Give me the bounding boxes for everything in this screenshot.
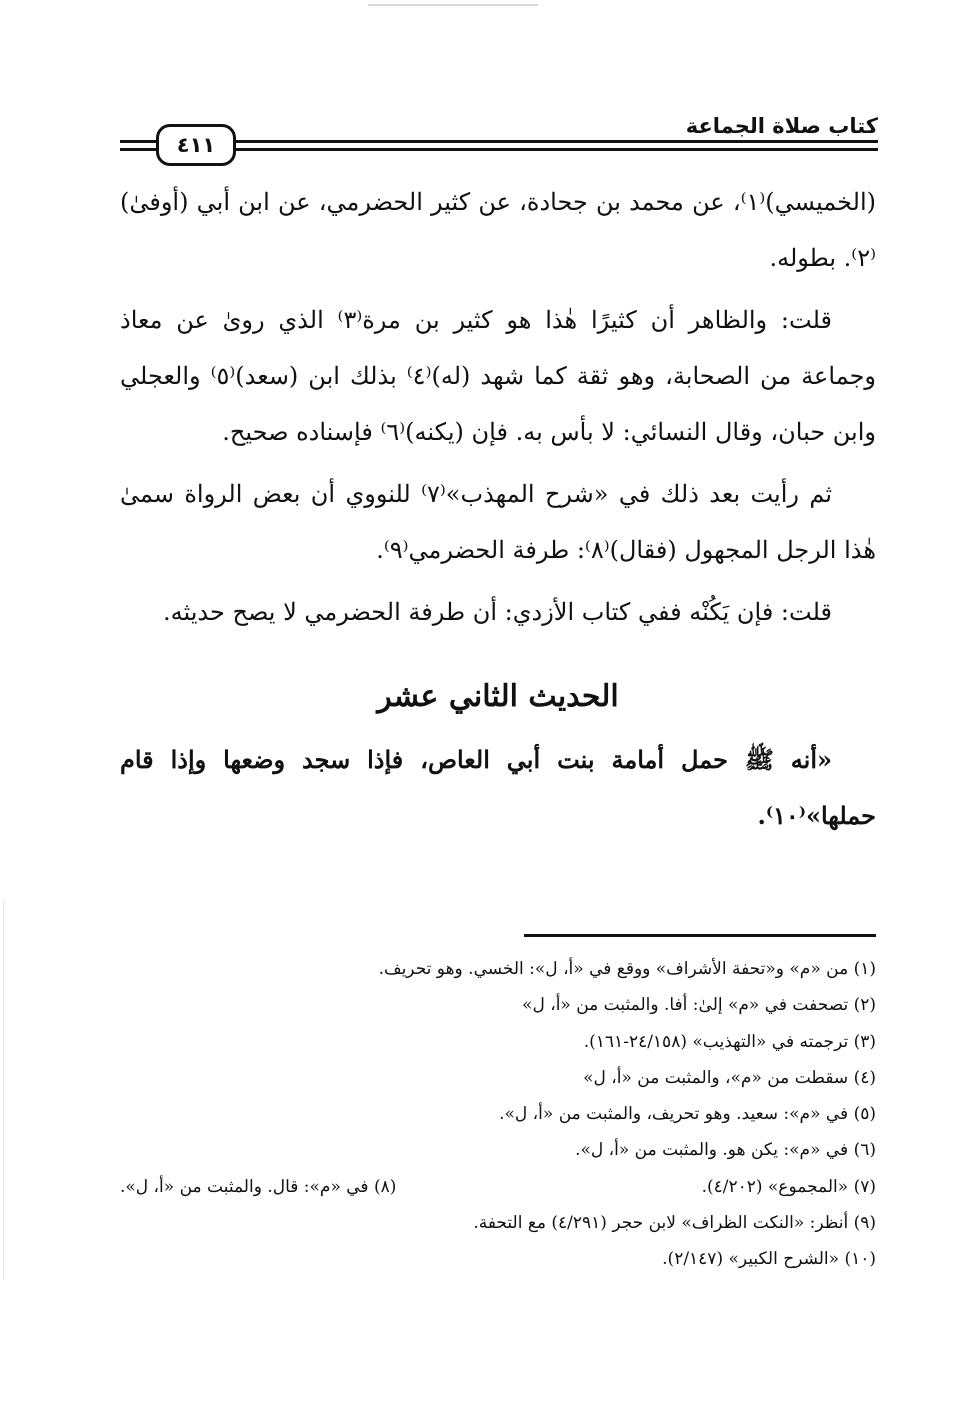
paragraph-4: قلت: فإن يَكُنْه ففي كتاب الأزدي: أن طرفة الحضرمي لا يصح حديثه. xyxy=(162,598,832,626)
page-number: ٤١١ xyxy=(156,124,236,166)
footnote-1: (١) من «م» و«تحفة الأشراف» ووقع في «أ، ل»: الخسي. وهو تحريف. xyxy=(378,959,876,979)
scan-top-mark xyxy=(368,4,538,6)
running-title: كتاب صلاة الجماعة xyxy=(685,114,878,138)
footnote-3: (٣) ترجمته في «التهذيب» (٢٤/١٥٨-١٦١). xyxy=(583,1031,876,1052)
paragraph-2: قلت: والظاهر أن كثيرًا هٰذا هو كثير بن مرة⁽٣⁾ الذي روىٰ عن معاذ وجماعة من الصحابة، وهو ثقة كما شهد (له)⁽٤⁾ بذلك ابن (سعد)⁽٥⁾ والعجلي وابن حبان، وقال النسائي: لا بأس به. فإن (يكنه)⁽٦⁾ فإسناده صحيح. xyxy=(120,306,876,446)
chapter-title: الحديث الثاني عشر xyxy=(377,679,619,714)
footnote-9: (٩) أنظر: «النكت الظراف» لابن حجر (٤/٢٩١) مع التحفة. xyxy=(473,1213,876,1234)
hadith-text: «أنه ﷺ حمل أمامة بنت أبي العاص، فإذا سجد وضعها وإذا قام حملها»⁽١٠⁾. xyxy=(120,745,876,830)
footnote-row-7-8 xyxy=(120,1169,876,1205)
paragraph-1: (الخميسي)⁽١⁾، عن محمد بن جحادة، عن كثير الحضرمي، عن ابن أبي (أوفىٰ)⁽٢⁾. بطوله. xyxy=(120,188,876,272)
footnote-10: (١٠) «الشرح الكبير» (٢/١٤٧). xyxy=(662,1249,876,1270)
footnote-4: (٤) سقطت من «م»، والمثبت من «أ، ل» xyxy=(583,1067,876,1088)
footnote-6: (٦) في «م»: يكن هو. والمثبت من «أ، ل». xyxy=(575,1140,876,1161)
scan-margin-mark xyxy=(3,900,4,1280)
footnote-5: (٥) في «م»: سعيد. وهو تحريف، والمثبت من «أ، ل». xyxy=(499,1104,876,1125)
main-text xyxy=(120,174,876,850)
footnotes xyxy=(120,934,876,1278)
footnote-8: (٨) في «م»: قال. والمثبت من «أ، ل». xyxy=(120,1176,397,1197)
footnote-separator xyxy=(524,934,876,937)
footnote-7: (٧) «المجموع» (٤/٢٠٢). xyxy=(701,1176,876,1197)
page-header xyxy=(120,104,878,164)
footnote-2: (٢) تصحفت في «م» إلىٰ: أفا. والمثبت من «أ، ل» xyxy=(522,995,876,1016)
paragraph-3: ثم رأيت بعد ذلك في «شرح المهذب»⁽٧⁾ للنووي أن بعض الرواة سمىٰ هٰذا الرجل المجهول (فقال)⁽٨⁾: طرفة الحضرمي⁽٩⁾. xyxy=(120,480,876,564)
